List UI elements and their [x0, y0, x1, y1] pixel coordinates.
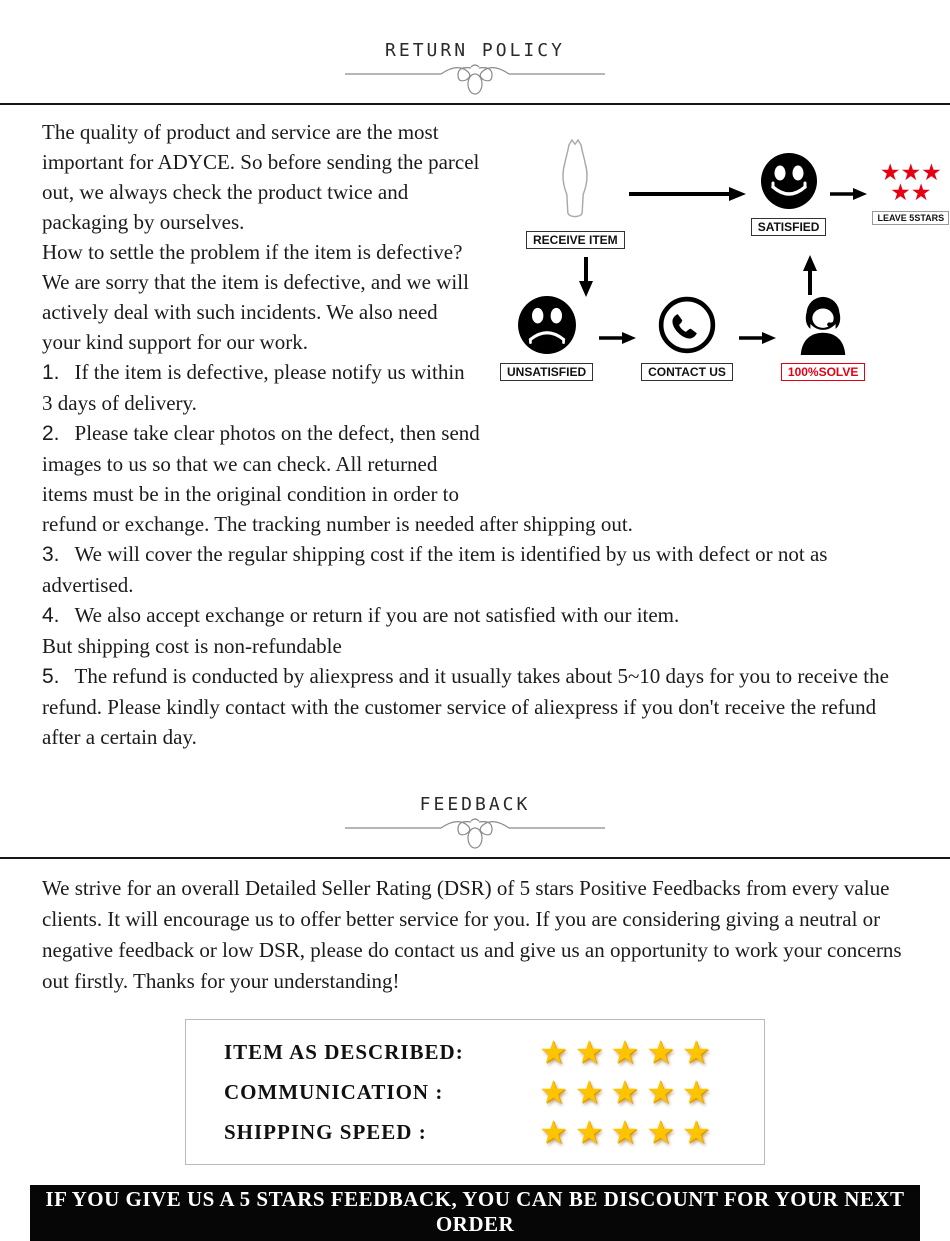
return-policy-title: RETURN POLICY: [385, 40, 565, 61]
flourish-ornament: [345, 61, 605, 95]
satisfied-node: [751, 152, 827, 236]
sad-face-icon: [517, 295, 577, 355]
arrow-right-icon: [629, 186, 747, 202]
leave-stars-node: [872, 160, 949, 224]
rating-label: ITEM AS DESCRIBED:: [224, 1039, 464, 1064]
policy-item-5: [42, 661, 918, 752]
item-number: 4.: [42, 604, 60, 627]
arrow-right-icon: [830, 187, 868, 201]
customer-service-icon: [792, 295, 854, 355]
dsr-ratings-table: [185, 1019, 765, 1165]
item-text: We also accept exchange or return if you are not satisfied with our item.: [74, 603, 680, 627]
contact-us-label: CONTACT US: [641, 363, 733, 381]
item-text: But shipping cost is non-refundable: [42, 634, 342, 658]
flourish-ornament: [345, 815, 605, 849]
return-flowchart: [490, 117, 945, 483]
receive-item-node: [526, 139, 625, 249]
phone-icon: [657, 295, 717, 355]
policy-item-4-continuation: [42, 631, 918, 661]
item-number: 5.: [42, 665, 60, 688]
item-number: 1.: [42, 361, 60, 384]
receive-item-label: RECEIVE ITEM: [526, 231, 625, 249]
arrow-down-icon: [578, 257, 594, 297]
feedback-header: [0, 794, 950, 849]
item-text: If the item is defective, please notify us within 3 days of delivery.: [42, 360, 465, 415]
rating-row: [224, 1112, 764, 1152]
policy-item-4: [42, 600, 918, 631]
unsatisfied-label: UNSATISFIED: [500, 363, 593, 381]
dress-icon: [552, 139, 598, 223]
satisfied-label: SATISFIED: [751, 218, 827, 236]
item-number: 2.: [42, 422, 60, 445]
arrow-up-icon: [802, 255, 818, 295]
solve-node: [781, 295, 865, 381]
five-gold-stars-icon: ★★★★★: [539, 1114, 718, 1150]
arrow-right-icon: [737, 331, 777, 345]
policy-item-3: [42, 539, 918, 600]
feedback-paragraph: We strive for an overall Detailed Seller Rating (DSR) of 5 stars Positive Feedbacks from every value clients. It will encourage us to offer better service for you. If you are considering giving a neutral or negative feedback or low DSR, please do contact us and give us an opportunity to work your concerns out firstly. Thanks for your understanding!: [42, 876, 902, 993]
item-number: 3.: [42, 543, 60, 566]
feedback-title: FEEDBACK: [419, 794, 531, 815]
contact-us-node: [641, 295, 733, 381]
item-text: The refund is conducted by aliexpress and it usually takes about 5~10 days for you to receive the refund. Please kindly contact with the customer service of aliexpress if you don't receive the refund after a certain day.: [42, 664, 889, 749]
rating-row: [224, 1072, 764, 1112]
item-text: We will cover the regular shipping cost if the item is identified by us with defect or not as advertised.: [42, 542, 828, 597]
solve-label: 100%SOLVE: [781, 363, 865, 381]
five-red-stars-icon: ★★★ ★★: [879, 160, 942, 205]
return-policy-section: [0, 105, 950, 752]
discount-banner: IF YOU GIVE US A 5 STARS FEEDBACK, YOU CAN BE DISCOUNT FOR YOUR NEXT ORDER: [30, 1185, 920, 1241]
policy-intro-paragraph: The quality of product and service are the most important for ADYCE. So before sending the parcel out, we always check the product twice and packaging by ourselves.: [42, 120, 480, 234]
rating-row: [224, 1032, 764, 1072]
rating-label: SHIPPING SPEED :: [224, 1119, 427, 1144]
happy-face-icon: [760, 152, 818, 210]
rating-label: COMMUNICATION :: [224, 1079, 444, 1104]
arrow-right-icon: [597, 331, 637, 345]
return-policy-header: [0, 40, 950, 95]
policy-intro-paragraph: How to settle the problem if the item is defective? We are sorry that the item is defective, and we will actively deal with such incidents. We also need your kind support for our work.: [42, 240, 469, 354]
feedback-divider: [0, 857, 950, 859]
leave-stars-label: LEAVE 5STARS: [872, 211, 949, 225]
five-gold-stars-icon: ★★★★★: [539, 1074, 718, 1110]
unsatisfied-node: [500, 295, 593, 381]
five-gold-stars-icon: ★★★★★: [539, 1034, 718, 1070]
item-text: Please take clear photos on the defect, then send images to us so that we can check. All returned items must be in the original condition in order to refund or exchange. The tracking number is needed after shipping out.: [42, 421, 633, 536]
